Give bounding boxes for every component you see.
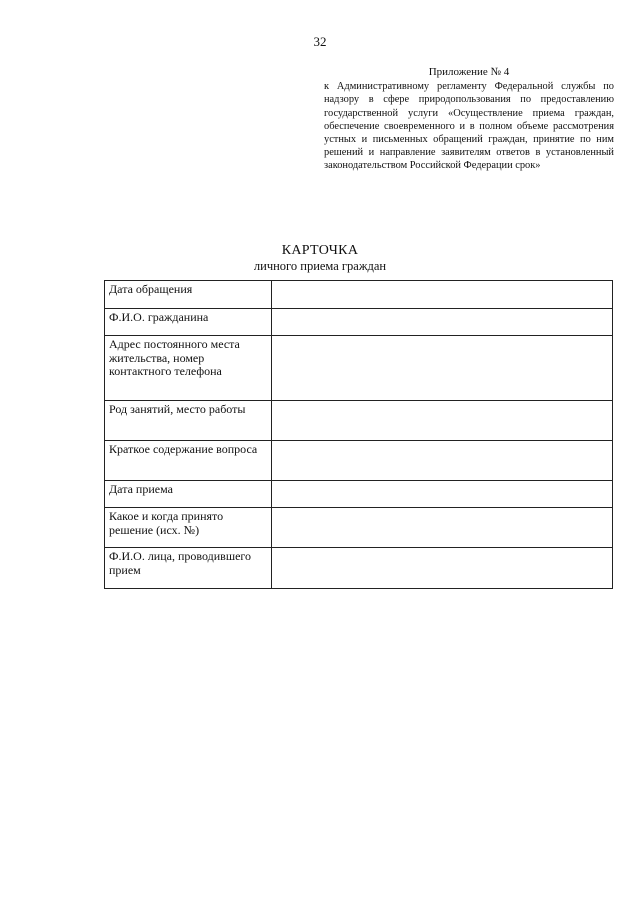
row-value-reception-date[interactable] (272, 481, 613, 508)
row-value-question-summary[interactable] (272, 441, 613, 481)
row-value-occupation[interactable] (272, 401, 613, 441)
card-title: КАРТОЧКА (281, 243, 359, 258)
appendix-title: Приложение № 4 (428, 66, 510, 78)
row-label-reception-date: Дата приема (105, 481, 272, 508)
row-value-official-name[interactable] (272, 548, 613, 589)
appendix-text: к Административному регламенту Федеральной службы по надзору в сфере природопользования по предоставлению государственной услуги «Осуществление приема граждан, обеспечение своевременного и в полном объеме рассмотрения устных и письменных обращений граждан, принятие по ним решений и направление заявителям ответов в установленный законодательством Российской Федерации срок» (324, 81, 614, 172)
table-row (105, 309, 613, 336)
row-value-appeal-date[interactable] (272, 281, 613, 309)
table-row (105, 548, 613, 589)
row-label-appeal-date: Дата обращения (105, 281, 272, 309)
table-row (105, 508, 613, 548)
row-value-decision[interactable] (272, 508, 613, 548)
row-label-question-summary: Краткое содержание вопроса (105, 441, 272, 481)
card-subtitle: личного приема граждан (253, 259, 387, 273)
row-label-decision: Какое и когда принято решение (исх. №) (105, 508, 272, 548)
table-row (105, 281, 613, 309)
row-label-address-phone: Адрес постоянного места жительства, номер контактного телефона (105, 336, 272, 401)
table-row (105, 481, 613, 508)
page-number: 32 (313, 34, 327, 49)
row-label-citizen-name: Ф.И.О. гражданина (105, 309, 272, 336)
table-row (105, 401, 613, 441)
row-label-occupation: Род занятий, место работы (105, 401, 272, 441)
row-value-citizen-name[interactable] (272, 309, 613, 336)
table-row (105, 336, 613, 401)
card-table (104, 280, 613, 589)
row-label-official-name: Ф.И.О. лица, проводившего прием (105, 548, 272, 589)
appendix-block (324, 66, 614, 173)
table-row (105, 441, 613, 481)
row-value-address-phone[interactable] (272, 336, 613, 401)
